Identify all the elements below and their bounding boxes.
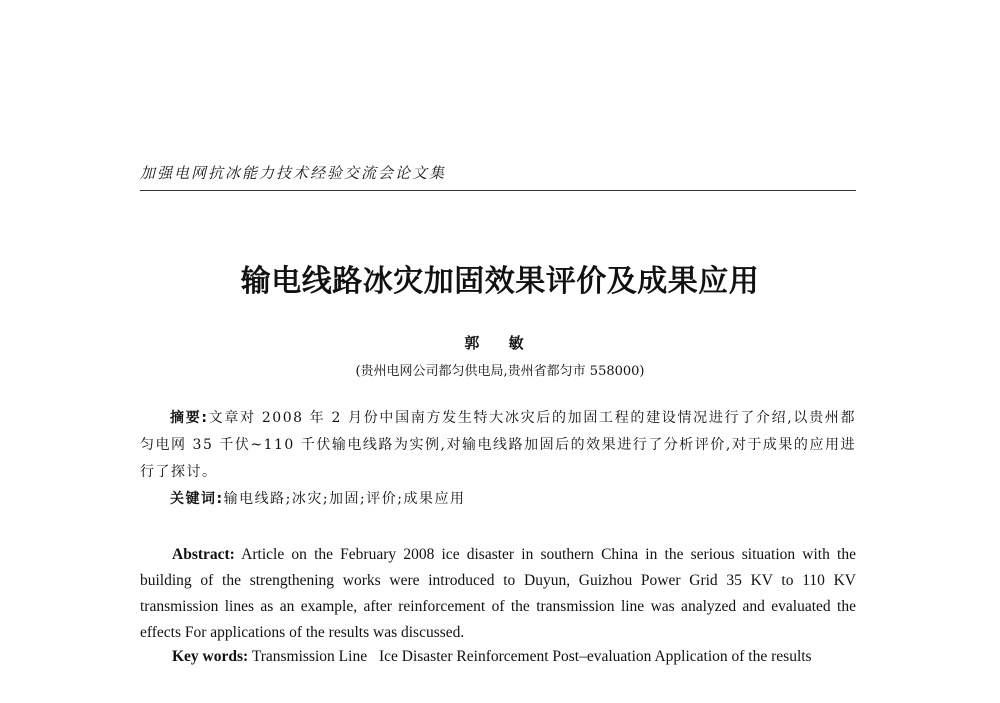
running-head: 加强电网抗冰能力技术经验交流会论文集 bbox=[140, 164, 447, 182]
chinese-keywords-text: 输电线路;冰灾;加固;评价;成果应用 bbox=[223, 491, 466, 507]
english-keywords-label: Key words: bbox=[172, 648, 249, 665]
author-name: 郭 敏 bbox=[464, 334, 536, 352]
chinese-abstract-label: 摘要: bbox=[170, 410, 209, 426]
chinese-keywords-label: 关键词: bbox=[170, 491, 224, 507]
english-keyword: Ice Disaster bbox=[378, 648, 453, 665]
english-keyword: Transmission Line bbox=[251, 648, 368, 665]
chinese-keywords bbox=[170, 488, 465, 508]
english-keyword: Post–evaluation bbox=[552, 648, 652, 665]
chinese-abstract bbox=[140, 405, 856, 486]
paper-title: 输电线路冰灾加固效果评价及成果应用 bbox=[240, 264, 760, 299]
header-rule bbox=[140, 190, 856, 191]
chinese-abstract-text: 文章对 2008 年 2 月份中国南方发生特大冰灾后的加固工程的建设情况进行了介绍,以贵州都匀电网 35 千伏~110 千伏输电线路为实例,对输电线路加固后的效果进行了分析评价,对于成果的应用进行了探讨。 bbox=[140, 410, 856, 480]
english-keywords bbox=[172, 648, 812, 666]
english-abstract-text: Article on the February 2008 ice disaster in southern China in the serious situation with the building of the strengthening works were introduced to Duyun, Guizhou Power Grid 35 KV to 110 KV transmission lines as an example, after reinforcement of the transmission line was analyzed and evaluated the effects For applications of the results was discussed. bbox=[140, 546, 856, 641]
english-keyword: Reinforcement bbox=[456, 648, 549, 665]
english-keyword: Application of the results bbox=[654, 648, 812, 665]
english-abstract-label: Abstract: bbox=[172, 546, 235, 563]
english-abstract bbox=[140, 542, 856, 646]
author-affiliation: (贵州电网公司都匀供电局,贵州省都匀市 558000) bbox=[355, 364, 645, 379]
